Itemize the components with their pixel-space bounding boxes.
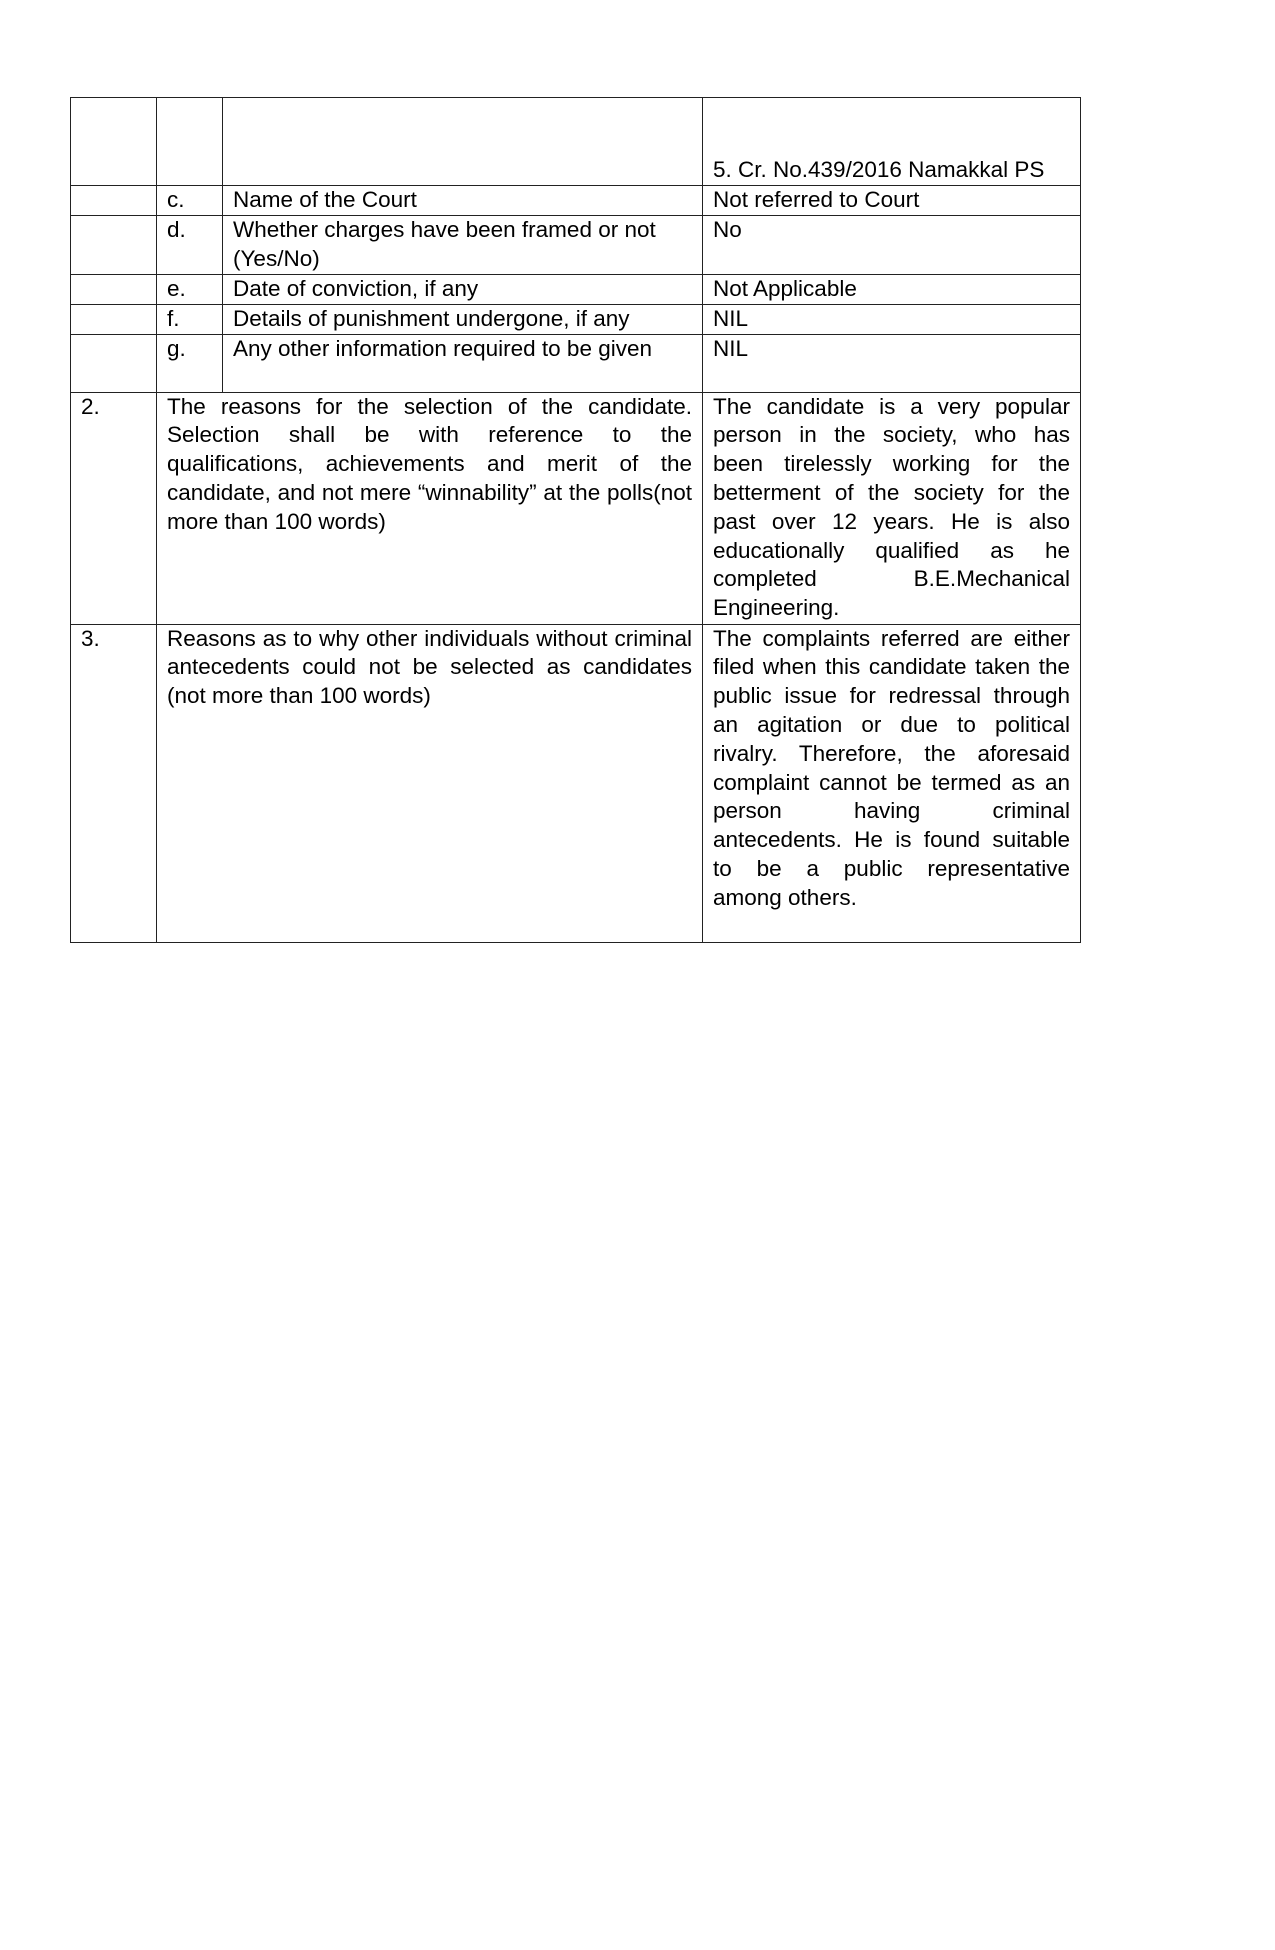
item-answer: The complaints referred are either filed when this candidate taken the public issue for redressal through an agitation or due to political rivalry. Therefore, the aforesaid complaint cannot be termed as an person having criminal antecedents. He is found suitable to be a public representative among others. xyxy=(703,624,1081,942)
table-row-c xyxy=(71,186,1081,216)
cell-question: Whether charges have been framed or not (Yes/No) xyxy=(223,216,703,275)
cell-answer: NIL xyxy=(703,304,1081,334)
cell-question xyxy=(223,98,703,186)
cell-num xyxy=(71,216,157,275)
cell-sub: c. xyxy=(157,186,223,216)
cell-num xyxy=(71,304,157,334)
cell-sub: f. xyxy=(157,304,223,334)
item-answer: The candidate is a very popular person in the society, who has been tirelessly working for the betterment of the society for the past over 12 years. He is also educationally qualified as he completed B.E.Mechanical Engineering. xyxy=(703,392,1081,624)
details-table xyxy=(70,97,1081,943)
cell-answer: 5. Cr. No.439/2016 Namakkal PS xyxy=(703,98,1081,186)
cell-num xyxy=(71,334,157,392)
table-row-case-5 xyxy=(71,98,1081,186)
cell-num xyxy=(71,274,157,304)
item-question: Reasons as to why other individuals without criminal antecedents could not be selected as candidates (not more than 100 words) xyxy=(157,624,703,942)
item-question: The reasons for the selection of the candidate. Selection shall be with reference to the qualifications, achievements and merit of the candidate, and not mere “winnability” at the polls(not more than 100 words) xyxy=(157,392,703,624)
cell-question: Details of punishment undergone, if any xyxy=(223,304,703,334)
cell-question: Any other information required to be given xyxy=(223,334,703,392)
table-row-item-3 xyxy=(71,624,1081,942)
cell-sub: g. xyxy=(157,334,223,392)
cell-sub xyxy=(157,98,223,186)
table-row-f xyxy=(71,304,1081,334)
item-number: 3. xyxy=(71,624,157,942)
item-number: 2. xyxy=(71,392,157,624)
cell-answer: No xyxy=(703,216,1081,275)
cell-sub: d. xyxy=(157,216,223,275)
cell-sub: e. xyxy=(157,274,223,304)
table-row-g xyxy=(71,334,1081,392)
table-row-item-2 xyxy=(71,392,1081,624)
cell-answer: Not Applicable xyxy=(703,274,1081,304)
cell-num xyxy=(71,98,157,186)
table-row-d xyxy=(71,216,1081,275)
cell-answer: Not referred to Court xyxy=(703,186,1081,216)
table-row-e xyxy=(71,274,1081,304)
cell-answer: NIL xyxy=(703,334,1081,392)
cell-question: Date of conviction, if any xyxy=(223,274,703,304)
cell-num xyxy=(71,186,157,216)
cell-question: Name of the Court xyxy=(223,186,703,216)
